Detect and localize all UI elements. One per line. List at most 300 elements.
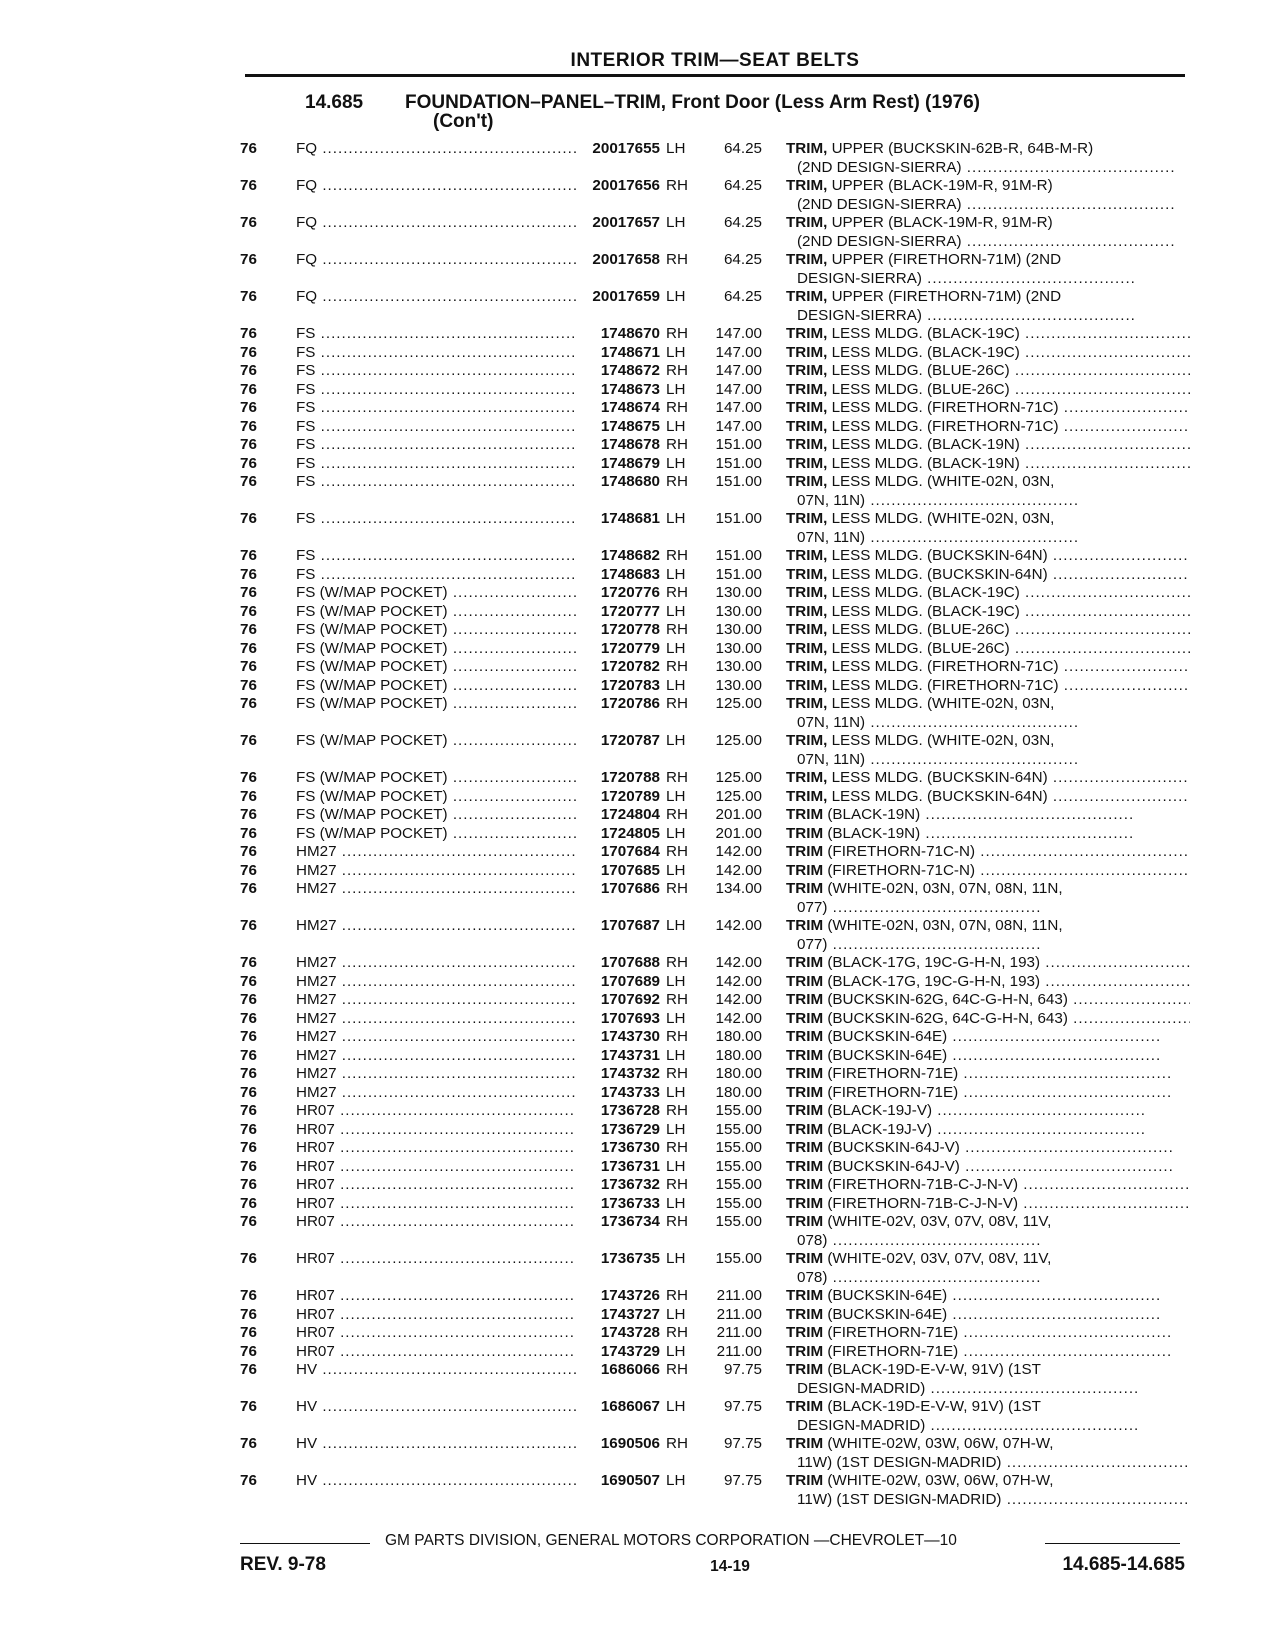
body-style-code: FS ..... bbox=[296, 418, 576, 437]
body-style-code: FS (W/MAP POCKET) ..... bbox=[296, 584, 576, 603]
body-style-code: FS ..... bbox=[296, 510, 576, 547]
table-row bbox=[240, 418, 1190, 437]
description-line bbox=[786, 1028, 1190, 1047]
table-row bbox=[240, 1195, 1190, 1214]
part-number: 20017659 bbox=[592, 288, 660, 305]
description-text: UPPER (BUCKSKIN-62B-R, 64B-M-R) bbox=[831, 140, 1094, 157]
side: LH bbox=[666, 1157, 686, 1175]
description bbox=[786, 1195, 1190, 1214]
table-row bbox=[240, 1139, 1190, 1158]
page-header: INTERIOR TRIM—SEAT BELTS bbox=[570, 50, 860, 71]
price: 155.00 bbox=[715, 1213, 762, 1230]
description bbox=[786, 1398, 1190, 1435]
description-text: (WHITE-02N, 03N, 07N, 08N, 11N, bbox=[827, 880, 1063, 897]
body-style-code: FS ..... bbox=[296, 547, 576, 566]
description-text: (BLACK-19D-E-V-W, 91V) (1ST bbox=[827, 1361, 1041, 1378]
description-text: LESS MLDG. (BUCKSKIN-64N) bbox=[831, 547, 1048, 564]
side: LH bbox=[666, 602, 686, 620]
description-line bbox=[786, 325, 1190, 344]
part-number: 1690506 bbox=[600, 1435, 660, 1452]
model-year: 76 bbox=[240, 732, 257, 749]
part-number: 1748678 bbox=[600, 436, 660, 453]
description-line bbox=[786, 1102, 1190, 1121]
description-line bbox=[786, 1065, 1190, 1084]
body-style-code: FQ ..... bbox=[296, 288, 576, 325]
model-year: 76 bbox=[240, 1120, 257, 1138]
description-keyword: TRIM, bbox=[786, 454, 828, 472]
part-number: 1748683 bbox=[600, 565, 660, 583]
side: RH bbox=[666, 399, 688, 416]
table-row bbox=[240, 843, 1190, 862]
side: LH bbox=[666, 676, 686, 694]
model-year: 76 bbox=[240, 676, 257, 694]
part-number: 1736735 bbox=[600, 1250, 660, 1267]
price: 125.00 bbox=[715, 695, 762, 712]
part-number: 20017656 bbox=[592, 177, 660, 194]
model-year: 76 bbox=[240, 1102, 257, 1119]
description-text: UPPER (FIRETHORN-71M) (2ND bbox=[831, 288, 1062, 305]
table-row bbox=[240, 381, 1190, 400]
body-style-code: FS ..... bbox=[296, 455, 576, 474]
description-text: (BLACK-17G, 19C-G-H-N, 193) bbox=[827, 954, 1041, 971]
table-row bbox=[240, 640, 1190, 659]
description-line bbox=[786, 917, 1190, 936]
description-keyword: TRIM bbox=[786, 880, 824, 897]
description-keyword: TRIM bbox=[786, 1361, 824, 1378]
description-line bbox=[786, 288, 1190, 307]
price: 147.00 bbox=[715, 362, 762, 379]
description-continuation: 07N, 11N) ..... bbox=[786, 751, 1190, 770]
body-style-code: FQ ..... bbox=[296, 251, 576, 288]
model-year: 76 bbox=[240, 843, 257, 860]
description-text: UPPER (BLACK-19M-R, 91M-R) bbox=[831, 177, 1053, 194]
description-keyword: TRIM bbox=[786, 1065, 824, 1082]
model-year: 76 bbox=[240, 1157, 257, 1175]
table-row bbox=[240, 362, 1190, 381]
body-style-code: HM27 ..... bbox=[296, 1028, 576, 1047]
part-number: 20017655 bbox=[592, 140, 660, 157]
description-text: UPPER (FIRETHORN-71M) (2ND bbox=[831, 251, 1062, 268]
model-year: 76 bbox=[240, 288, 257, 305]
body-style-code: HR07 ..... bbox=[296, 1121, 576, 1140]
model-year: 76 bbox=[240, 824, 257, 842]
part-number: 1743731 bbox=[600, 1046, 660, 1064]
description-line bbox=[786, 1361, 1190, 1380]
description bbox=[786, 251, 1190, 288]
description bbox=[786, 640, 1190, 659]
description-continuation: DESIGN-SIERRA) ..... bbox=[786, 307, 1190, 326]
side: RH bbox=[666, 436, 688, 453]
description-continuation: 077) ..... bbox=[786, 899, 1190, 918]
description bbox=[786, 1361, 1190, 1398]
model-year: 76 bbox=[240, 769, 257, 786]
model-year: 76 bbox=[240, 565, 257, 583]
model-year: 76 bbox=[240, 954, 257, 971]
description-keyword: TRIM, bbox=[786, 565, 828, 583]
description-line bbox=[786, 1139, 1190, 1158]
description bbox=[786, 843, 1190, 862]
price: 180.00 bbox=[715, 1083, 762, 1101]
description-keyword: TRIM bbox=[786, 917, 824, 934]
model-year: 76 bbox=[240, 658, 257, 675]
description-text: (WHITE-02N, 03N, 07N, 08N, 11N, bbox=[827, 917, 1063, 934]
table-row bbox=[240, 510, 1190, 547]
part-number: 1686066 bbox=[600, 1361, 660, 1378]
side: LH bbox=[666, 972, 686, 990]
description-keyword: TRIM bbox=[786, 1083, 824, 1101]
section-number: 14.685 bbox=[305, 92, 364, 113]
description-keyword: TRIM, bbox=[786, 602, 828, 620]
description-keyword: TRIM bbox=[786, 1194, 824, 1212]
table-row bbox=[240, 1250, 1190, 1287]
description-line bbox=[786, 1398, 1190, 1417]
description-keyword: TRIM bbox=[786, 861, 824, 879]
price: 147.00 bbox=[715, 380, 762, 398]
description-text: (BLACK-19J-V) bbox=[827, 1102, 933, 1119]
description-keyword: TRIM bbox=[786, 1139, 824, 1156]
body-style-code: FS (W/MAP POCKET) ..... bbox=[296, 806, 576, 825]
part-number: 1707689 bbox=[600, 972, 660, 990]
description bbox=[786, 1287, 1190, 1306]
revision-label: REV. 9-78 bbox=[240, 1554, 326, 1575]
model-year: 76 bbox=[240, 1361, 257, 1378]
model-year: 76 bbox=[240, 454, 257, 472]
description bbox=[786, 566, 1190, 585]
part-number: 1736733 bbox=[600, 1194, 660, 1212]
body-style-code: FS (W/MAP POCKET) ..... bbox=[296, 788, 576, 807]
description-line bbox=[786, 381, 1190, 400]
description bbox=[786, 769, 1190, 788]
description-text: (BUCKSKIN-64E) bbox=[827, 1046, 948, 1064]
description-line bbox=[786, 547, 1190, 566]
side: RH bbox=[666, 251, 688, 268]
model-year: 76 bbox=[240, 1083, 257, 1101]
price: 97.75 bbox=[723, 1398, 762, 1415]
price: 64.25 bbox=[723, 251, 762, 268]
description bbox=[786, 954, 1190, 973]
description-text: (BLACK-17G, 19C-G-H-N, 193) bbox=[827, 972, 1041, 990]
price: 155.00 bbox=[715, 1120, 762, 1138]
side: RH bbox=[666, 473, 688, 490]
footer-rule-left bbox=[240, 1543, 370, 1544]
price: 142.00 bbox=[715, 954, 762, 971]
description-text: (FIRETHORN-71E) bbox=[827, 1324, 959, 1341]
part-number: 1720787 bbox=[600, 732, 660, 749]
description-line bbox=[786, 510, 1190, 529]
price: 64.25 bbox=[723, 140, 762, 157]
side: LH bbox=[666, 417, 686, 435]
description-line bbox=[786, 788, 1190, 807]
description-text: LESS MLDG. (BLACK-19C) bbox=[831, 602, 1020, 620]
description-line bbox=[786, 880, 1190, 899]
side: RH bbox=[666, 1213, 688, 1230]
description-text: (FIRETHORN-71E) bbox=[827, 1342, 959, 1360]
description bbox=[786, 547, 1190, 566]
description-continuation: 11W) (1ST DESIGN-MADRID) ..... bbox=[786, 1491, 1190, 1510]
part-number: 1690507 bbox=[600, 1472, 660, 1489]
model-year: 76 bbox=[240, 436, 257, 453]
side: RH bbox=[666, 1028, 688, 1045]
description-text: LESS MLDG. (WHITE-02N, 03N, bbox=[831, 510, 1055, 527]
model-year: 76 bbox=[240, 140, 257, 157]
body-style-code: HR07 ..... bbox=[296, 1176, 576, 1195]
model-year: 76 bbox=[240, 417, 257, 435]
description-text: LESS MLDG. (FIRETHORN-71C) bbox=[831, 676, 1059, 694]
part-number: 1748682 bbox=[600, 547, 660, 564]
body-style-code: FS ..... bbox=[296, 362, 576, 381]
price: 151.00 bbox=[715, 473, 762, 490]
body-style-code: FQ ..... bbox=[296, 140, 576, 177]
description-line bbox=[786, 344, 1190, 363]
model-year: 76 bbox=[240, 214, 257, 231]
model-year: 76 bbox=[240, 177, 257, 194]
description-line bbox=[786, 214, 1190, 233]
description-text: (WHITE-02W, 03W, 06W, 07H-W, bbox=[827, 1435, 1054, 1452]
description-keyword: TRIM bbox=[786, 1046, 824, 1064]
price: 130.00 bbox=[715, 621, 762, 638]
part-number: 1736734 bbox=[600, 1213, 660, 1230]
body-style-code: FS ..... bbox=[296, 381, 576, 400]
part-number: 1724804 bbox=[600, 806, 660, 823]
description-line bbox=[786, 1472, 1190, 1491]
description-text: (BUCKSKIN-64E) bbox=[827, 1028, 948, 1045]
price: 211.00 bbox=[716, 1287, 762, 1304]
description-text: LESS MLDG. (BLACK-19C) bbox=[831, 343, 1020, 361]
description bbox=[786, 1435, 1190, 1472]
price: 130.00 bbox=[715, 676, 762, 694]
side: RH bbox=[666, 177, 688, 194]
part-number: 1720783 bbox=[600, 676, 660, 694]
side: RH bbox=[666, 1287, 688, 1304]
footer-publisher: GM PARTS DIVISION, GENERAL MOTORS CORPORATION —CHEVROLET—10 bbox=[385, 1532, 957, 1549]
table-row bbox=[240, 566, 1190, 585]
description-text: (BUCKSKIN-64J-V) bbox=[827, 1157, 960, 1175]
description-text: (BLACK-19N) bbox=[827, 824, 921, 842]
description bbox=[786, 344, 1190, 363]
side: LH bbox=[666, 1194, 686, 1212]
description-text: LESS MLDG. (FIRETHORN-71C) bbox=[831, 417, 1059, 435]
section-cont: (Con't) bbox=[433, 111, 494, 132]
model-year: 76 bbox=[240, 547, 257, 564]
description bbox=[786, 1176, 1190, 1195]
description-text: (FIRETHORN-71E) bbox=[827, 1083, 959, 1101]
description bbox=[786, 1343, 1190, 1362]
part-number: 1748673 bbox=[600, 380, 660, 398]
description-line bbox=[786, 473, 1190, 492]
price: 155.00 bbox=[715, 1194, 762, 1212]
description-keyword: TRIM, bbox=[786, 417, 828, 435]
table-row bbox=[240, 806, 1190, 825]
model-year: 76 bbox=[240, 1028, 257, 1045]
description-line bbox=[786, 640, 1190, 659]
side: RH bbox=[666, 1324, 688, 1341]
description-text: (FIRETHORN-71B-C-J-N-V) bbox=[827, 1176, 1019, 1193]
description-line bbox=[786, 140, 1190, 159]
description-line bbox=[786, 732, 1190, 751]
description bbox=[786, 177, 1190, 214]
table-row bbox=[240, 1343, 1190, 1362]
part-number: 20017657 bbox=[592, 214, 660, 231]
description-line bbox=[786, 1176, 1190, 1195]
description-line bbox=[786, 177, 1190, 196]
body-style-code: HR07 ..... bbox=[296, 1250, 576, 1287]
description bbox=[786, 1250, 1190, 1287]
description-text: (BLACK-19D-E-V-W, 91V) (1ST bbox=[827, 1398, 1041, 1415]
description-line bbox=[786, 1324, 1190, 1343]
part-number: 1748680 bbox=[600, 473, 660, 490]
price: 211.00 bbox=[716, 1342, 762, 1360]
side: LH bbox=[666, 1342, 686, 1360]
body-style-code: FS (W/MAP POCKET) ..... bbox=[296, 732, 576, 769]
description bbox=[786, 658, 1190, 677]
description-continuation: (2ND DESIGN-SIERRA) ..... bbox=[786, 159, 1190, 178]
description bbox=[786, 1139, 1190, 1158]
model-year: 76 bbox=[240, 380, 257, 398]
model-year: 76 bbox=[240, 251, 257, 268]
price: 155.00 bbox=[715, 1250, 762, 1267]
body-style-code: FS ..... bbox=[296, 566, 576, 585]
description-line bbox=[786, 436, 1190, 455]
description-line bbox=[786, 418, 1190, 437]
description-text: (BUCKSKIN-64E) bbox=[827, 1305, 948, 1323]
table-row bbox=[240, 825, 1190, 844]
description-keyword: TRIM bbox=[786, 991, 824, 1008]
description bbox=[786, 584, 1190, 603]
description-keyword: TRIM bbox=[786, 972, 824, 990]
price: 142.00 bbox=[715, 1009, 762, 1027]
part-number: 20017658 bbox=[592, 251, 660, 268]
part-number: 1707686 bbox=[600, 880, 660, 897]
description bbox=[786, 917, 1190, 954]
table-row bbox=[240, 677, 1190, 696]
table-row bbox=[240, 1047, 1190, 1066]
body-style-code: HM27 ..... bbox=[296, 880, 576, 917]
part-number: 1720779 bbox=[600, 639, 660, 657]
price: 151.00 bbox=[715, 436, 762, 453]
price: 211.00 bbox=[716, 1305, 762, 1323]
description bbox=[786, 1472, 1190, 1509]
body-style-code: HV ..... bbox=[296, 1435, 576, 1472]
description-keyword: TRIM bbox=[786, 824, 824, 842]
table-row bbox=[240, 584, 1190, 603]
model-year: 76 bbox=[240, 1324, 257, 1341]
description-line bbox=[786, 1121, 1190, 1140]
table-row bbox=[240, 1121, 1190, 1140]
description-keyword: TRIM, bbox=[786, 584, 828, 601]
body-style-code: HR07 ..... bbox=[296, 1343, 576, 1362]
price: 64.25 bbox=[723, 214, 762, 231]
description bbox=[786, 1324, 1190, 1343]
description-continuation: 07N, 11N) ..... bbox=[786, 529, 1190, 548]
description-keyword: TRIM bbox=[786, 1009, 824, 1027]
model-year: 76 bbox=[240, 1046, 257, 1064]
description-text: LESS MLDG. (BLACK-19C) bbox=[831, 325, 1020, 342]
description-text: (FIRETHORN-71E) bbox=[827, 1065, 959, 1082]
description-line bbox=[786, 584, 1190, 603]
side: LH bbox=[666, 343, 686, 361]
description bbox=[786, 473, 1190, 510]
description-line bbox=[786, 251, 1190, 270]
side: LH bbox=[666, 639, 686, 657]
description-line bbox=[786, 1084, 1190, 1103]
description-keyword: TRIM, bbox=[786, 676, 828, 694]
parts-list bbox=[240, 140, 1190, 1509]
price: 180.00 bbox=[715, 1065, 762, 1082]
description bbox=[786, 621, 1190, 640]
model-year: 76 bbox=[240, 343, 257, 361]
price: 211.00 bbox=[716, 1324, 762, 1341]
description-keyword: TRIM, bbox=[786, 732, 828, 749]
side: LH bbox=[666, 510, 686, 527]
description-text: (WHITE-02W, 03W, 06W, 07H-W, bbox=[827, 1472, 1054, 1489]
price: 155.00 bbox=[715, 1176, 762, 1193]
price: 130.00 bbox=[715, 658, 762, 675]
body-style-code: HM27 ..... bbox=[296, 1010, 576, 1029]
description-continuation: 07N, 11N) ..... bbox=[786, 492, 1190, 511]
model-year: 76 bbox=[240, 1472, 257, 1489]
description-keyword: TRIM bbox=[786, 954, 824, 971]
body-style-code: HR07 ..... bbox=[296, 1158, 576, 1177]
description-keyword: TRIM, bbox=[786, 547, 828, 564]
side: LH bbox=[666, 917, 686, 934]
model-year: 76 bbox=[240, 584, 257, 601]
description-text: UPPER (BLACK-19M-R, 91M-R) bbox=[831, 214, 1053, 231]
description-line bbox=[786, 1435, 1190, 1454]
part-number: 1736732 bbox=[600, 1176, 660, 1193]
price: 147.00 bbox=[715, 399, 762, 416]
description bbox=[786, 1065, 1190, 1084]
description-keyword: TRIM, bbox=[786, 251, 828, 268]
side: RH bbox=[666, 621, 688, 638]
table-row bbox=[240, 547, 1190, 566]
part-number: 1743730 bbox=[600, 1028, 660, 1045]
part-number: 1748681 bbox=[600, 510, 660, 527]
description-text: LESS MLDG. (BUCKSKIN-64N) bbox=[831, 769, 1048, 786]
model-year: 76 bbox=[240, 861, 257, 879]
description-text: (FIRETHORN-71C-N) bbox=[827, 861, 976, 879]
description bbox=[786, 399, 1190, 418]
description bbox=[786, 695, 1190, 732]
section-title: FOUNDATION–PANEL–TRIM, Front Door (Less Arm Rest) (1976) bbox=[405, 92, 980, 113]
description-continuation: DESIGN-MADRID) ..... bbox=[786, 1417, 1190, 1436]
table-row bbox=[240, 1176, 1190, 1195]
description bbox=[786, 788, 1190, 807]
side: RH bbox=[666, 1102, 688, 1119]
model-year: 76 bbox=[240, 695, 257, 712]
side: LH bbox=[666, 565, 686, 583]
model-year: 76 bbox=[240, 362, 257, 379]
table-row bbox=[240, 1158, 1190, 1177]
description-text: (WHITE-02V, 03V, 07V, 08V, 11V, bbox=[827, 1250, 1052, 1267]
part-number: 1736731 bbox=[600, 1157, 660, 1175]
part-number: 1748675 bbox=[600, 417, 660, 435]
description-keyword: TRIM bbox=[786, 1176, 824, 1193]
side: LH bbox=[666, 1083, 686, 1101]
description-text: LESS MLDG. (BLUE-26C) bbox=[831, 621, 1010, 638]
description-text: LESS MLDG. (FIRETHORN-71C) bbox=[831, 658, 1059, 675]
description bbox=[786, 1084, 1190, 1103]
side: RH bbox=[666, 991, 688, 1008]
description-keyword: TRIM, bbox=[786, 140, 828, 157]
price: 155.00 bbox=[715, 1102, 762, 1119]
side: RH bbox=[666, 1361, 688, 1378]
side: RH bbox=[666, 1139, 688, 1156]
description-line bbox=[786, 362, 1190, 381]
side: LH bbox=[666, 1250, 686, 1267]
body-style-code: FS (W/MAP POCKET) ..... bbox=[296, 640, 576, 659]
part-number: 1707688 bbox=[600, 954, 660, 971]
description-keyword: TRIM, bbox=[786, 343, 828, 361]
